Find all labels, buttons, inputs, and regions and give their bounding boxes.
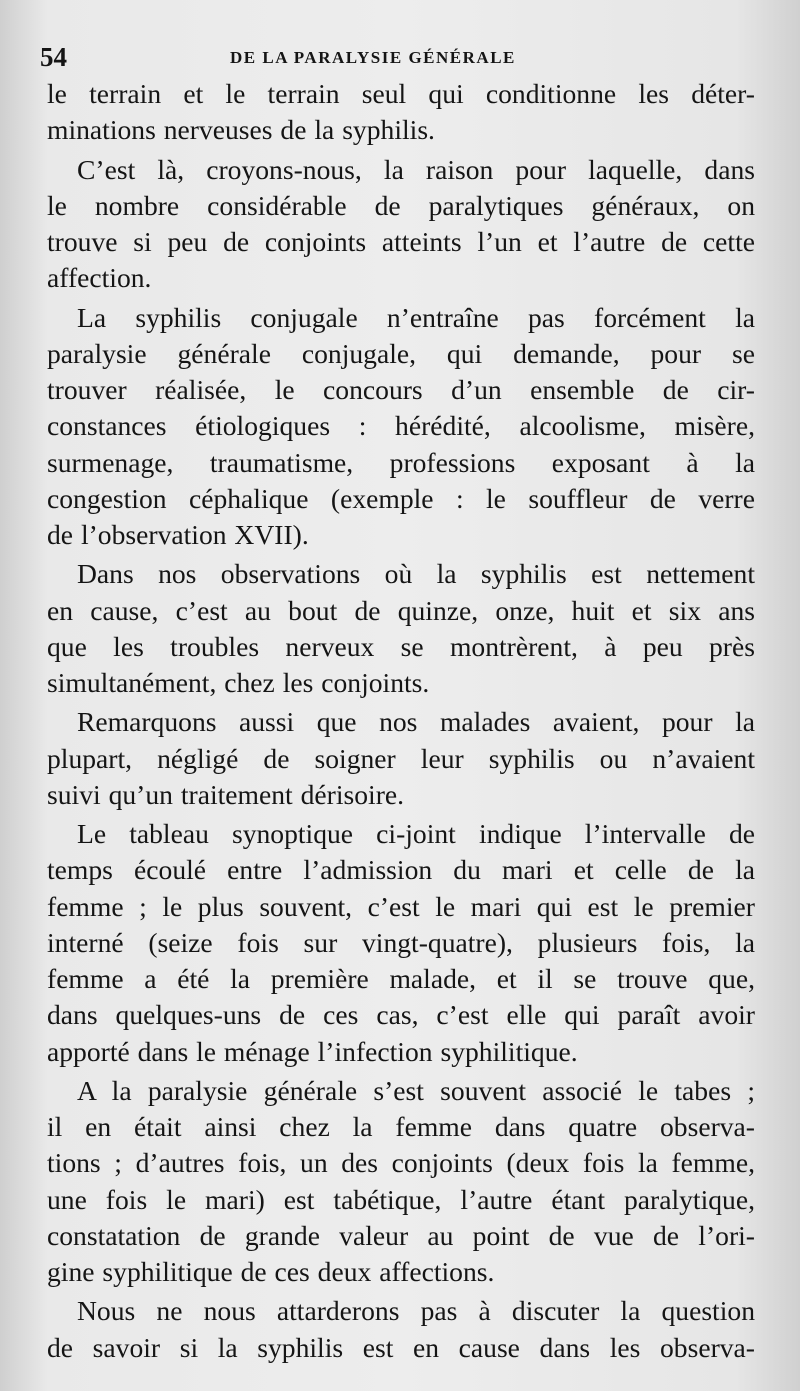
text-line: tions ; d’autres fois, un des conjoints (deux fois la femme, <box>47 1147 755 1179</box>
text-line: il en était ainsi chez la femme dans quatre observa- <box>47 1111 755 1142</box>
text-line: congestion céphalique (exemple : le souffleur de verre <box>47 482 755 514</box>
text-line: trouve si peu de conjoints atteints l’un et l’autre de cette <box>47 226 755 257</box>
text-line: temps écoulé entre l’admission du mari et celle de la <box>47 854 755 886</box>
text-line: constatation de grande valeur au point de vue de l’ori- <box>47 1219 755 1251</box>
text-line: constances étiologiques : hérédité, alcoolisme, misère, <box>47 410 755 442</box>
text-line: plupart, négligé de soigner leur syphilis ou n’avaient <box>47 742 755 774</box>
running-title: DE LA PARALYSIE GÉNÉRALE <box>230 48 516 67</box>
text-line: C’est là, croyons-nous, la raison pour laquelle, dans <box>77 153 755 185</box>
text-line: en cause, c’est au bout de quinze, onze, huit et six ans <box>47 594 755 626</box>
text-line: A la paralysie générale s’est souvent associé le tabes ; <box>77 1074 755 1106</box>
text-line: Remarquons aussi que nos malades avaient, pour la <box>77 706 755 738</box>
text-line: femme ; le plus souvent, c’est le mari qui est le premier <box>47 890 755 922</box>
text-line: Nous ne nous attarderons pas à discuter la question <box>77 1295 755 1327</box>
text-line: le nombre considérable de paralytiques généraux, on <box>47 189 755 221</box>
text-line: femme a été la première malade, et il se trouve que, <box>47 963 755 994</box>
text-line: gine syphilitique de ces deux affections. <box>47 1256 495 1287</box>
text-line: Dans nos observations où la syphilis est nettement <box>77 558 755 590</box>
text-line: surmenage, traumatisme, professions exposant à la <box>47 446 755 478</box>
text-line: La syphilis conjugale n’entraîne pas forcément la <box>77 301 755 333</box>
text-line: dans quelques-uns de ces cas, c’est elle qui paraît avoir <box>47 999 755 1031</box>
text-line: simultanément, chez les conjoints. <box>47 667 430 698</box>
text-line: de l’observation XVII). <box>47 519 309 550</box>
text-line: une fois le mari) est tabétique, l’autre étant paralytique, <box>47 1183 755 1215</box>
text-line: paralysie générale conjugale, qui demande, pour se <box>47 337 755 369</box>
text-line: le terrain et le terrain seul qui conditionne les déter- <box>47 78 755 109</box>
text-line: affection. <box>47 262 152 294</box>
text-line: de savoir si la syphilis est en cause dans les observa- <box>47 1331 755 1363</box>
text-line: interné (seize fois sur vingt-quatre), plusieurs fois, la <box>47 926 755 958</box>
page-header <box>40 38 760 72</box>
body-text <box>47 76 755 1366</box>
text-line: suivi qu’un traitement dérisoire. <box>47 778 405 810</box>
text-line: trouver réalisée, le concours d’un ensemble de cir- <box>47 374 755 405</box>
text-line: apporté dans le ménage l’infection syphilitique. <box>47 1035 578 1067</box>
text-line: Le tableau synoptique ci-joint indique l’intervalle de <box>77 818 755 849</box>
text-line: que les troubles nerveux se montrèrent, à peu près <box>47 630 755 662</box>
page-number: 54 <box>40 42 67 72</box>
text-line: minations nerveuses de la syphilis. <box>47 114 435 146</box>
